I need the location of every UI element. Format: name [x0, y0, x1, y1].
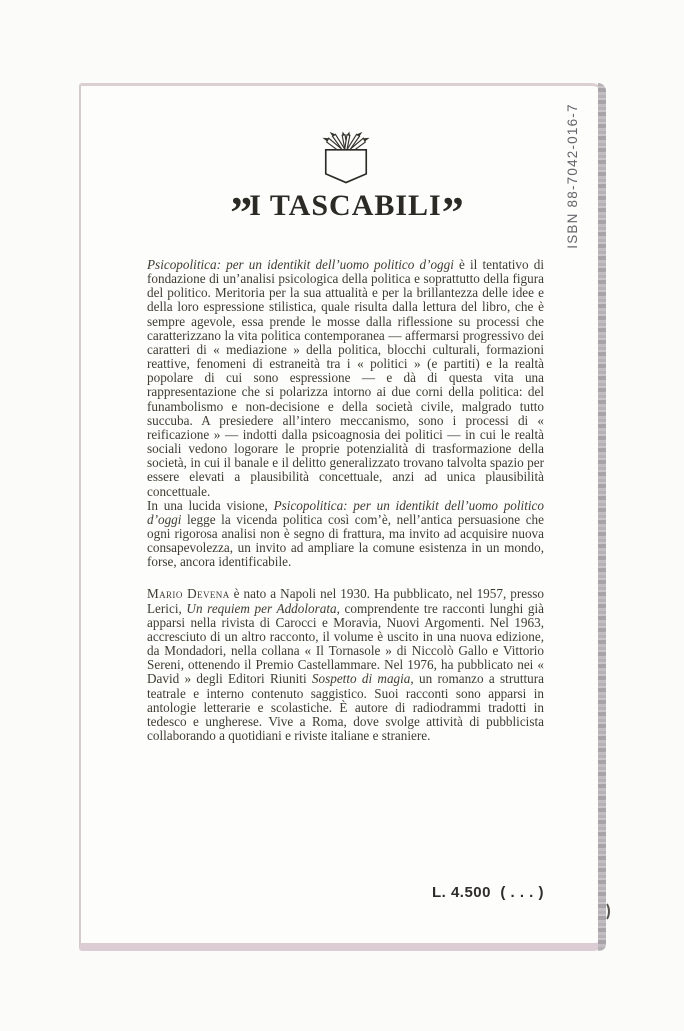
isbn-vertical-label: ISBN 88-7042-016-7 [565, 103, 580, 249]
book-back-cover [79, 83, 606, 951]
page-block-edge [598, 83, 606, 951]
close-quote-glyph: ” [441, 188, 461, 237]
publisher-logo [147, 130, 544, 237]
series-title [147, 188, 544, 237]
back-cover-text-column [147, 258, 544, 743]
pocket-with-pencils-icon [319, 130, 373, 184]
blurb-paragraph-2: In una lucida visione, Psicopolitica: per un identikit dell’uomo politico d’oggi legge la vicenda politica così com’è, nell’antica persuasione che ogni rigorosa analisi non è segno di frattura, ma invito ad acquisire nuova consapevolezza, un invito ad ampliare la comune esistenza in un mondo, forse, ancora identificabile. [147, 497, 544, 570]
price-label: L. 4.500 ( . . . ) [431, 884, 544, 901]
page-curl-mark [597, 901, 610, 922]
author-bio-paragraph: Mario Devena è nato a Napoli nel 1930. Ha pubblicato, nel 1957, presso Lerici, Un requiem per Addolorata, comprendente tre racconti lunghi già apparsi nella rivista di Carocci e Moravia, Nuovi Argomenti. Nel 1963, accresciuto di un altro racconto, il volume è uscito in una nuova edizione, da Mondadori, nella collana « Il Tornasole » di Niccolò Gallo e Vittorio Sereni, ottenendo il Premio Castellammare. Nel 1976, ha pubblicato nei « David » degli Editori Riuniti Sospetto di magia, un romanzo a struttura teatrale e interno contenuto saggistico. Suoi racconti sono apparsi in antologie letterarie e scolastiche. È autore di radiodrammi tradotti in tedesco e ungherese. Vive a Roma, dove svolge attività di pubblicista collaborando a quotidiani e riviste italiane e straniere. [147, 586, 545, 743]
blurb-paragraph-1: Psicopolitica: per un identikit dell’uomo politico d’oggi è il tentativo di fondazione di un’analisi psicologica della politica e soprattutto della figura del politico. Meritoria per la sua attualità e per la brillantezza delle idee e della loro espressione stilistica, quale risulta dalla lettura del libro, che è sempre agevole, essa prende le mosse dalla riflessione su processi che caratterizzano la vita politica contemporanea — affermarsi progressivo dei caratteri di « mediazione » della politica, blocchi culturali, formazioni reattive, fenomeni di estraneità tra i « politici » (e partiti) e la realtà popolare di cui sono espressione — e dà di questa vita una rappresentazione che si polarizza intorno ai due corni della politica: del funambolismo e non-decisione e della società civile, malgrado tutto succuba. A presiedere all’intero meccanismo, sono i processi di « reificazione » — indotti dalla psicoagnosia dei politici — in cui le realtà sociali vedono logorare le proprie potenzialità di trasformazione della società, in cui il banale e il delitto generalizzato trovano talvolta spazio per essere elevati a plausibilità concettuale, anzi ad unica plausibilità concettuale. [147, 257, 544, 499]
series-title-text: I TASCABILI [249, 189, 442, 222]
open-quote-glyph: ” [230, 188, 250, 237]
